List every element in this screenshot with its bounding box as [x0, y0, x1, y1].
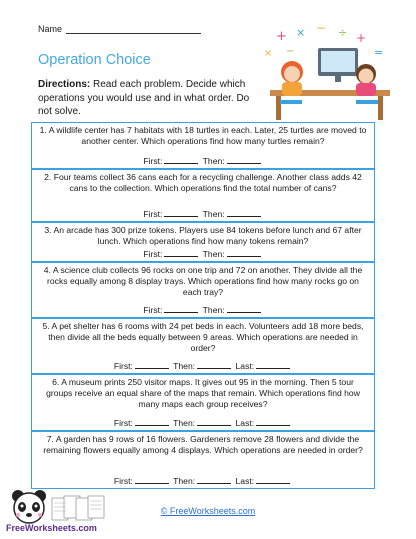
- first-blank[interactable]: [135, 476, 169, 484]
- name-label: Name: [38, 24, 63, 34]
- problem-text: 5. A pet shelter has 6 rooms with 24 pet beds in each. Volunteers add 18 more beds, then divide all the beds equally between 9 areas. Which operations are needed in order?: [42, 321, 364, 353]
- problem-box-1: [31, 122, 375, 169]
- answer-row: [32, 156, 374, 166]
- first-label: First:: [143, 249, 163, 259]
- problem-box-3: [31, 222, 375, 262]
- then-label: Then:: [202, 156, 225, 166]
- multiply-symbol-icon-2: ×: [264, 48, 273, 59]
- then-label: Then:: [202, 209, 225, 219]
- then-blank[interactable]: [227, 156, 261, 164]
- last-label: Last:: [235, 361, 255, 371]
- plus-symbol-icon-2: +: [356, 31, 367, 45]
- first-label: First:: [143, 305, 163, 315]
- first-blank[interactable]: [164, 156, 198, 164]
- answer-row: [32, 476, 374, 486]
- first-label: First:: [113, 476, 133, 486]
- then-blank[interactable]: [197, 476, 231, 484]
- then-label: Then:: [202, 249, 225, 259]
- kid-body-1: [282, 82, 302, 96]
- plus-symbol-icon: +: [276, 29, 287, 44]
- then-blank[interactable]: [227, 249, 261, 257]
- then-blank[interactable]: [197, 361, 231, 369]
- then-label: Then:: [202, 305, 225, 315]
- problem-box-2: [31, 169, 375, 222]
- name-row: [38, 24, 201, 34]
- first-blank[interactable]: [135, 361, 169, 369]
- answer-row: [32, 249, 374, 259]
- first-blank[interactable]: [164, 249, 198, 257]
- problem-text: 7. A garden has 9 rows of 16 flowers. Gardeners remove 28 flowers and divide the remaining flowers equally among 4 displays. Which operations are needed in order?: [43, 434, 363, 455]
- directions-text: Read each problem. Decide which operations you would use and in what order. Do not solve.: [38, 79, 250, 117]
- kid-body-2: [356, 83, 376, 96]
- minus-symbol-icon: −: [316, 22, 327, 35]
- last-label: Last:: [235, 418, 255, 428]
- first-blank[interactable]: [164, 209, 198, 217]
- directions: [38, 78, 260, 119]
- problem-box-6: [31, 374, 375, 431]
- logo-text: FreeWorksheets.com: [6, 523, 97, 533]
- last-blank[interactable]: [256, 418, 290, 426]
- problem-text: 3. An arcade has 300 prize tokens. Players use 84 tokens before lunch and 67 after lunch. Which operations find how many tokens remain?: [44, 225, 362, 246]
- equals-symbol-icon: =: [374, 46, 384, 59]
- first-blank[interactable]: [164, 305, 198, 313]
- first-label: First:: [143, 209, 163, 219]
- then-label: Then:: [173, 418, 196, 428]
- problem-box-7: [31, 431, 375, 489]
- then-blank[interactable]: [227, 305, 261, 313]
- answer-row: [32, 305, 374, 315]
- answer-row: [32, 361, 374, 371]
- first-label: First:: [113, 418, 133, 428]
- last-label: Last:: [235, 476, 255, 486]
- kids-math-illustration: [256, 22, 396, 122]
- footer-link[interactable]: © FreeWorksheets.com: [160, 506, 256, 516]
- problem-text: 4. A science club collects 96 rocks on one trip and 72 on another. They divide all the rocks equally among 8 display trays. Which operations find how many rocks go on each tray?: [43, 265, 363, 297]
- minus-symbol-icon-2: −: [286, 46, 295, 57]
- then-label: Then:: [173, 476, 196, 486]
- then-blank[interactable]: [197, 418, 231, 426]
- first-label: First:: [143, 156, 163, 166]
- directions-label: Directions:: [38, 79, 91, 90]
- then-label: Then:: [173, 361, 196, 371]
- first-label: First:: [113, 361, 133, 371]
- answer-row: [32, 418, 374, 428]
- multiply-symbol-icon: ×: [296, 26, 306, 39]
- problem-text: 6. A museum prints 250 visitor maps. It gives out 95 in the morning. Then 5 tour groups receive an equal share of the maps that remain. Which operations find how many maps each group receives?: [46, 377, 360, 409]
- problem-text: 1. A wildlife center has 7 habitats with 18 turtles in each. Later, 25 turtles are moved to another center. Which operations find how many turtles remain?: [39, 125, 367, 146]
- name-line[interactable]: [66, 25, 201, 34]
- then-blank[interactable]: [227, 209, 261, 217]
- last-blank[interactable]: [256, 361, 290, 369]
- problem-text: 2. Four teams collect 36 cans each for a recycling challenge. Another class adds 42 cans to the collection. Which operations find the total number of cans?: [44, 172, 362, 193]
- last-blank[interactable]: [256, 476, 290, 484]
- answer-row: [32, 209, 374, 219]
- first-blank[interactable]: [135, 418, 169, 426]
- divide-symbol-icon: ÷: [338, 26, 348, 39]
- problem-box-5: [31, 318, 375, 374]
- page-title: Operation Choice: [38, 52, 151, 68]
- problem-box-4: [31, 262, 375, 318]
